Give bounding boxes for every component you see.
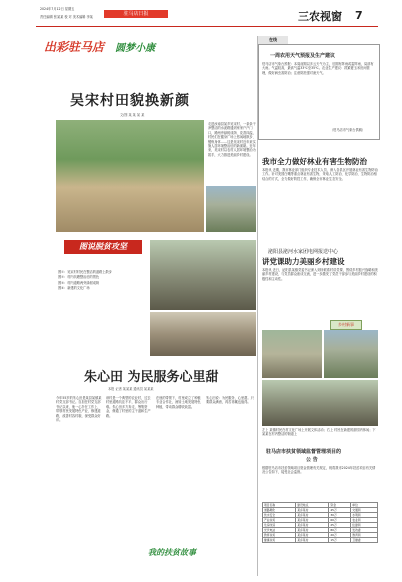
weather-footer: （驻马店市气象台供稿）: [330, 128, 366, 132]
table-cell: 住建局: [351, 523, 378, 528]
table-cell: 建设地点: [296, 503, 329, 508]
story2-col2: 该村是一个典型的农业村，过去村里道路坑洼不平，群众出行难。朱心田多方奔走，筹集资金，修通了村里的主干道和生产路。: [106, 396, 151, 418]
story4-headline: 讲党课助力美丽乡村建设: [262, 257, 345, 266]
weather-body: 驻马店市气象台预报：本周前期以多云天气为主，后期有阵雨或雷阵雨，局部有大雨。气温较高，最高气温33℃至35℃。农业生产建议：抓紧夏玉米田间管理，做好病虫害防治；注意防范强对流天气。: [262, 62, 374, 75]
table-cell: 教育扶贫: [263, 533, 296, 538]
table-cell: 单位: [351, 503, 378, 508]
rural-photo-caption: 左上 某镇村民在村文化广场上开展文体活动；右上 村民在新建的游园内休闲；下 某某在村内整洁的街道上: [262, 428, 376, 437]
table-cell: 教育局: [351, 533, 378, 538]
table-row: [263, 538, 378, 543]
announcement-table: [262, 502, 378, 543]
table-cell: 某乡某村: [296, 523, 329, 528]
table-cell: 产业扶贫: [263, 518, 296, 523]
campaign-banner: [44, 36, 234, 64]
announcement-body: 根据驻马店市扶贫领域项目资金管理有关规定，现将我市2024年扶贫项目有关情况公告如下，接受社会监督。: [262, 466, 376, 475]
table-cell: 健康扶贫: [263, 538, 296, 543]
caption-1: 图①：吴宋村村民在整洁的道路上散步: [58, 270, 112, 274]
caption-4: 图④：新建的文化广场: [58, 286, 90, 291]
strip-captions: [58, 270, 148, 292]
rural-photo-1: [262, 330, 322, 378]
table-cell: 60万: [329, 518, 351, 523]
table-cell: 卫健委: [351, 538, 378, 543]
caption-3: 图③：村内道路两旁绿树成荫: [58, 280, 100, 285]
table-cell: 发改委: [351, 528, 378, 533]
banner-line1: 出彩驻马店: [44, 40, 105, 54]
table-cell: 项目名称: [263, 503, 296, 508]
section-title: 三农视窗: [298, 10, 342, 23]
caption-2: 图②：村内坑塘整治后的景色: [58, 275, 100, 280]
story2-col4: 朱心田说：为民服务，心里甜。只要群众满意，再苦再累也值得。: [206, 396, 254, 405]
table-cell: 15万: [329, 538, 351, 543]
masthead-rule: [36, 26, 378, 27]
table-cell: 农业局: [351, 518, 378, 523]
table-cell: 资金: [329, 503, 351, 508]
table-cell: 道路硬化: [263, 508, 296, 513]
strip-banner: 图说脱贫攻坚: [64, 240, 142, 254]
table-cell: 交通局: [351, 508, 378, 513]
table-cell: 20万: [329, 533, 351, 538]
rural-photo-3: [262, 380, 378, 426]
story-banner: [148, 540, 232, 557]
story3-body: 本报讯 近期，我市林业部门组织专业技术人员，深入各县区开展林业有害生物防治工作。针对美国白蛾等重点林业有害生物，采取人工防治、化学防治、生物防治相结合的方式，全力做好防控工作，确保全市林业生态安全。: [262, 168, 378, 181]
table-cell: 饮水安全: [263, 513, 296, 518]
table-cell: 危房改造: [263, 523, 296, 528]
table-cell: 光伏电站: [263, 528, 296, 533]
portrait-photo: [150, 312, 256, 356]
table-cell: 25万: [329, 523, 351, 528]
online-tag: 在线: [258, 36, 288, 44]
story2-byline: 本报 记者 某某某 通讯员 某某某: [108, 387, 154, 391]
table-cell: 30万: [329, 513, 351, 518]
editor-line: 责任编辑 张某某 校 对 美术编辑 李某: [40, 15, 93, 19]
table-cell: 某乡某村: [296, 533, 329, 538]
story4-kicker: 泌阳县泌河水家团电网报送中心: [268, 249, 339, 255]
table-cell: 某乡某村: [296, 518, 329, 523]
story2-col3: 在他的带领下，村里成立了种植专业合作社，流转土地发展特色种植，带动群众增收致富。: [156, 396, 201, 409]
table-cell: 水利局: [351, 513, 378, 518]
table-cell: 某乡某村: [296, 513, 329, 518]
column-divider: [257, 36, 258, 576]
announcement-subtitle: 公 告: [306, 457, 318, 463]
date-line: 2024年7月12日 星期五: [40, 7, 75, 11]
table-cell: 某乡某村: [296, 538, 329, 543]
story2-headline: 朱心田 为民服务心里甜: [84, 370, 219, 385]
story1-side-photo: [206, 186, 256, 232]
story1-byline: 文/图 某 某 某 某: [120, 113, 145, 117]
story1-main-photo: [56, 120, 204, 232]
banner-line3: 圆梦小康: [115, 43, 156, 54]
weather-title: 一周农用天气预报及生产建议: [270, 53, 336, 59]
table-cell: 某乡某村: [296, 508, 329, 513]
table-cell: 80万: [329, 528, 351, 533]
table-cell: 45万: [329, 508, 351, 513]
story4-body: 本报讯 近日，泌阳县某镇党委书记深入到所联系村讲党课，围绕乡村振兴战略和美丽乡村建设，与党员群众座谈交流，进一步激发了党员干部参与美丽乡村建设的积极性和主动性。: [262, 268, 378, 281]
story3-headline: 我市全力做好林业有害生物防治: [262, 157, 367, 166]
rural-news-tag: 乡村新事: [330, 320, 362, 330]
story1-body-right: 走进汝南县某乡吴宋村，一条条干净整洁的水泥路通到家家户户门口，路两旁绿树成荫、花香四溢，村民们在健身广场上悠闲地散步、锻炼身体……这是吴宋村近年来实施人居环境整治后的新面貌。近年来，吴宋村以农村人居环境整治为抓手，大力推进美丽乡村建设。: [208, 122, 256, 157]
announcement-title: 驻马店市扶贫领域监督管理项目的: [266, 449, 342, 455]
rural-photo-2: [324, 330, 378, 378]
strip-photo: [150, 240, 256, 310]
story1-headline: 吴宋村田貌换新颜: [70, 93, 190, 109]
table-cell: 某乡某村: [296, 528, 329, 533]
page-number: 7: [355, 9, 363, 22]
story2-col1: 今年55岁的朱心田是某县某镇某村党支部书记。自担任村党支部书记以来，他一心扑在工作上，带领村民发展特色产业，修建道路，改善村容村貌，深受群众好评。: [56, 396, 102, 423]
bottom-banner-text: 我的扶贫故事: [148, 548, 196, 557]
paper-name: 驻马店日报: [104, 10, 168, 18]
